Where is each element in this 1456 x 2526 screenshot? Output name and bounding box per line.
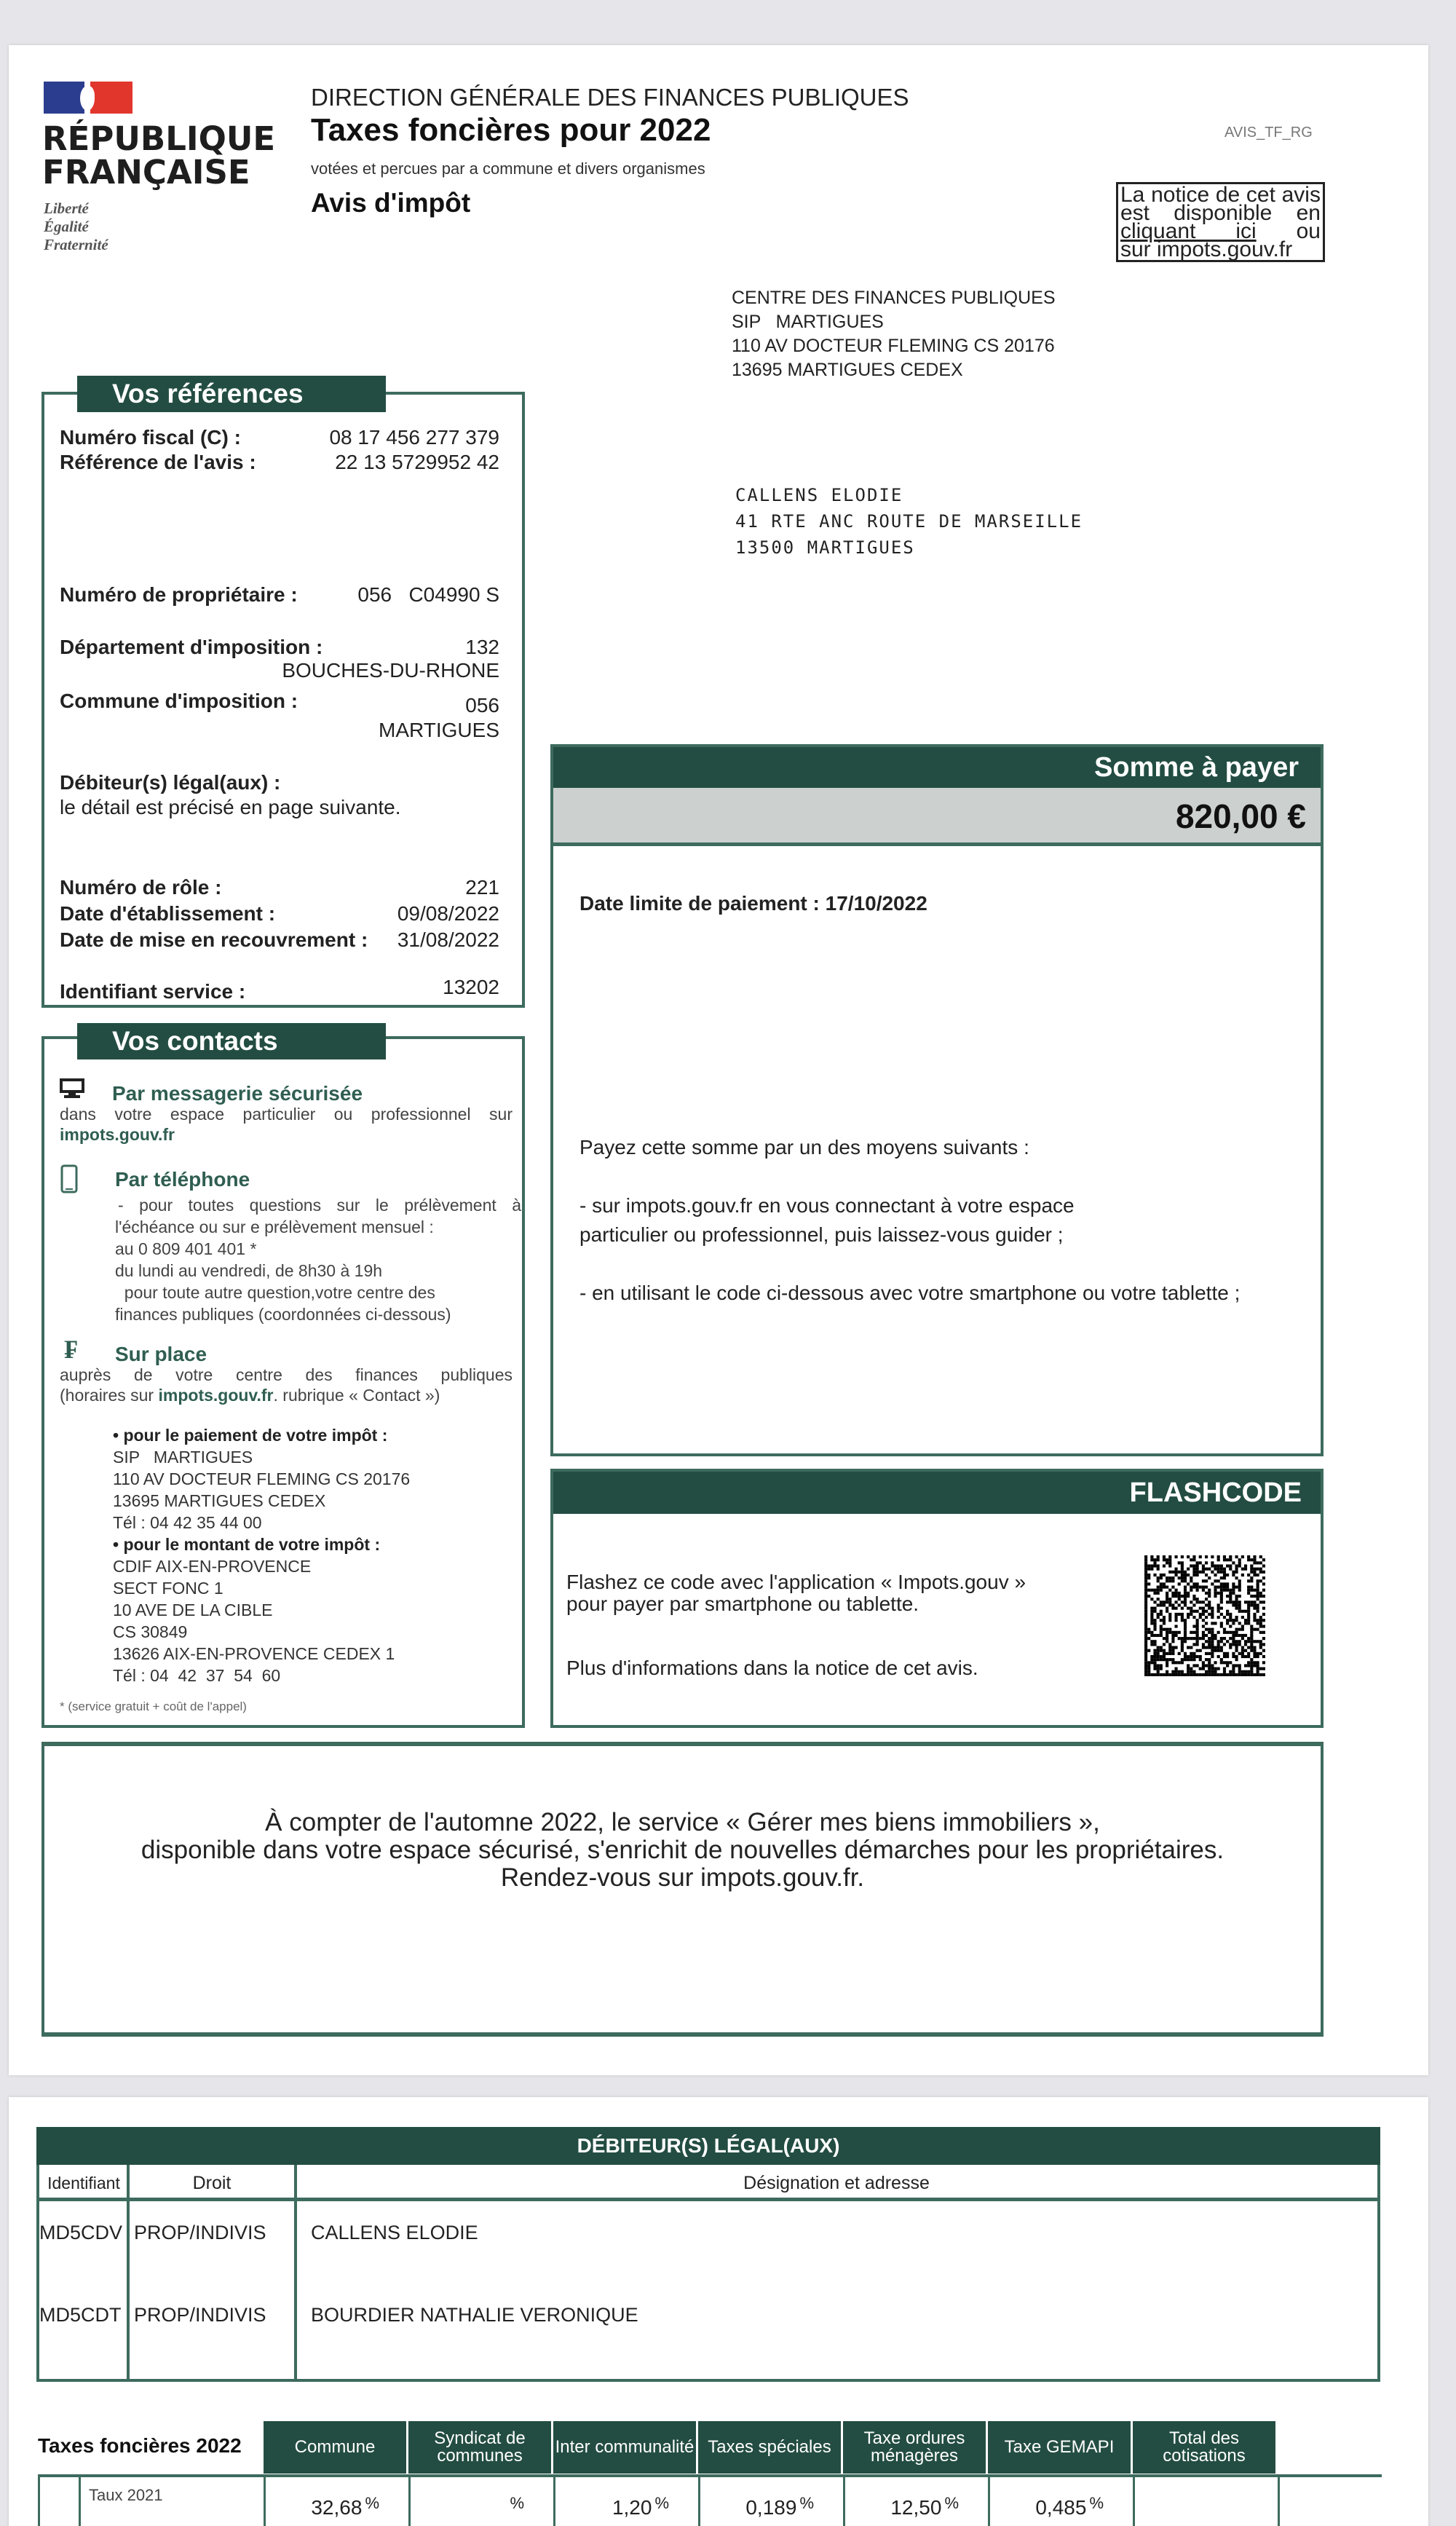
departement-label: Département d'imposition : [60, 636, 323, 658]
logo-line2: FRANÇAISE [42, 153, 250, 192]
datamatrix-code[interactable] [1144, 1555, 1265, 1676]
notice-line2: avis est disponible [1120, 183, 1321, 225]
commune-label: Commune d'imposition : [60, 690, 298, 712]
sur-place-line: auprès de votre centre des finances publiques [60, 1365, 513, 1384]
sender-address [732, 286, 1056, 382]
franc-icon: ₣ [64, 1334, 77, 1365]
debiteur-designation: CALLENS ELODIE [311, 2222, 478, 2243]
notice-line3-suffix: ou [1296, 219, 1321, 243]
republique-logo [42, 119, 276, 192]
motto-fraternite: Fraternité [44, 236, 108, 253]
footnote: * (service gratuit + coût de l'appel) [60, 1700, 247, 1713]
numero-fiscal-label: Numéro fiscal (C) : [60, 426, 241, 449]
motto-egalite: Égalité [44, 218, 89, 235]
sur-place-link[interactable]: impots.gouv.fr [158, 1386, 274, 1405]
payment-box [550, 744, 1324, 1456]
messagerie-link[interactable]: impots.gouv.fr [60, 1125, 175, 1144]
debiteur-droit: PROP/INDIVIS [134, 2222, 266, 2243]
montant-phone: Tél : 04 42 37 54 60 [113, 1666, 281, 1685]
recipient-line: 41 RTE ANC ROUTE DE MARSEILLE [735, 511, 1083, 532]
taxes-table-title: Taxes foncières 2022 [38, 2434, 242, 2457]
payment-option-online [579, 1191, 1075, 1250]
taxes-row-label: Taux 2021 [89, 2486, 163, 2504]
flashcode-more-info: Plus d'informations dans la notice de cet avis. [566, 1657, 978, 1679]
info-line: À compter de l'automne 2022, le service « Gérer mes biens immobiliers », [265, 1808, 1100, 1836]
debiteur-id: MD5CDV [39, 2222, 123, 2243]
departement-row [60, 635, 499, 684]
commune-name: MARTIGUES [379, 719, 499, 741]
taxes-rate-cell: 0,485 % [1035, 2494, 1104, 2519]
telephone-section [115, 1169, 521, 1325]
document-type: Avis d'impôt [311, 188, 471, 218]
telephone-title: Par téléphone [115, 1168, 250, 1191]
service-label: Identifiant service : [60, 980, 246, 1003]
telephone-line: pour toute autre question,votre centre des [115, 1283, 435, 1302]
telephone-line: finances publiques (coordonnées ci-dessous) [115, 1305, 451, 1324]
commune-code: 056 [465, 694, 499, 717]
notice-line4: sur impots.gouv.fr [1120, 237, 1293, 261]
recipient-address [735, 482, 1083, 561]
column-divider [127, 2165, 130, 2382]
reference-avis-value: 22 13 5729952 42 [335, 451, 499, 473]
reference-avis-label: Référence de l'avis : [60, 451, 256, 473]
paiement-line: SIP MARTIGUES [113, 1448, 253, 1467]
departement-code: 132 [465, 636, 499, 658]
debiteur-droit: PROP/INDIVIS [134, 2304, 266, 2326]
recipient-line: 13500 MARTIGUES [735, 537, 915, 558]
sender-line: 110 AV DOCTEUR FLEMING CS 20176 [732, 336, 1055, 356]
role-label: Numéro de rôle : [60, 876, 222, 899]
montant-line: 10 AVE DE LA CIBLE [113, 1601, 273, 1619]
numero-fiscal-row [60, 425, 499, 450]
flashcode-instructions [566, 1571, 1026, 1615]
row-divider [38, 2474, 1382, 2477]
paiement-line: 110 AV DOCTEUR FLEMING CS 20176 [113, 1469, 411, 1488]
taxes-column-header: Taxe ordures ménagères [843, 2421, 988, 2474]
direction-label: DIRECTION GÉNÉRALE DES FINANCES PUBLIQUES [311, 84, 909, 111]
flashcode-box [550, 1469, 1324, 1728]
montant-line: SECT FONC 1 [113, 1579, 223, 1598]
row-border [38, 2477, 40, 2526]
recipient-line: CALLENS ELODIE [735, 485, 903, 505]
taxes-column-header: Commune [264, 2421, 408, 2474]
sur-place-suffix: . rubrique « Contact ») [273, 1386, 440, 1405]
sender-line: SIP MARTIGUES [732, 312, 884, 332]
contacts-title: Vos contacts [77, 1023, 386, 1059]
payment-amount: 820,00 € [553, 788, 1321, 846]
proprietaire-label: Numéro de propriétaire : [60, 583, 298, 606]
debiteurs-label: Débiteur(s) légal(aux) : [60, 771, 281, 794]
montant-line: 13626 AIX-EN-PROVENCE CEDEX 1 [113, 1644, 395, 1663]
notice-line3-prefix: en [1296, 201, 1321, 225]
notice-line1: La notice de cet [1120, 183, 1275, 207]
cell-border [1133, 2477, 1135, 2526]
payment-deadline: Date limite de paiement : 17/10/2022 [579, 892, 927, 915]
motto-liberte: Liberté [44, 200, 89, 217]
etablissement-row [60, 901, 499, 926]
taxes-rate-cell: 32,68 % [311, 2494, 379, 2519]
montant-line: CDIF AIX-EN-PROVENCE [113, 1557, 312, 1576]
role-row [60, 875, 499, 900]
taxes-column-header: Taxe GEMAPI [988, 2421, 1133, 2474]
column-header-droit: Droit [128, 2165, 296, 2201]
numero-fiscal-value: 08 17 456 277 379 [329, 426, 499, 449]
logo-line1: RÉPUBLIQUE [42, 119, 276, 158]
telephone-line: l'échéance ou sur e prélèvement mensuel : [115, 1217, 434, 1236]
paiement-contact [113, 1424, 491, 1686]
service-value: 13202 [443, 976, 499, 998]
sur-place-title: Sur place [115, 1343, 207, 1365]
messagerie-title: Par messagerie sécurisée [112, 1082, 363, 1105]
marianne-flag-icon [44, 82, 132, 114]
etablissement-label: Date d'établissement : [60, 902, 276, 925]
row-border [79, 2477, 81, 2526]
debiteur-id: MD5CDT [39, 2304, 122, 2326]
motto [44, 200, 108, 254]
departement-name: BOUCHES-DU-RHONE [282, 659, 499, 682]
debiteurs-row [60, 770, 499, 820]
references-title: Vos références [77, 376, 386, 412]
debiteurs-table-title: DÉBITEUR(S) LÉGAL(AUX) [36, 2127, 1380, 2165]
proprietaire-row [60, 583, 499, 607]
payment-option-line: - sur impots.gouv.fr en vous connectant à votre espace [579, 1194, 1075, 1217]
commune-row [60, 689, 499, 741]
payment-option-code: - en utilisant le code ci-dessous avec votre smartphone ou votre tablette ; [579, 1282, 1241, 1304]
paiement-label: • pour le paiement de votre impôt : [113, 1426, 388, 1445]
recouvrement-row [60, 928, 499, 952]
cell-border [1278, 2477, 1280, 2526]
montant-label: • pour le montant de votre impôt : [113, 1535, 381, 1554]
recouvrement-label: Date de mise en recouvrement : [60, 928, 368, 951]
paiement-phone: Tél : 04 42 35 44 00 [113, 1513, 262, 1532]
notice-box [1116, 182, 1325, 262]
sur-place-section [60, 1344, 513, 1405]
info-banner [41, 1742, 1324, 2037]
payment-intro: Payez cette somme par un des moyens suivants : [579, 1136, 1029, 1159]
info-line: Rendez-vous sur impots.gouv.fr. [500, 1863, 865, 1892]
messagerie-section [60, 1084, 513, 1145]
sur-place-prefix: (horaires sur [60, 1386, 154, 1405]
flashcode-header: FLASHCODE [553, 1472, 1321, 1514]
taxes-column-header: Taxes spéciales [698, 2421, 843, 2474]
sender-line: 13695 MARTIGUES CEDEX [732, 360, 963, 380]
phone-icon [60, 1164, 79, 1194]
taxes-column-header: Inter communalité [553, 2421, 698, 2474]
column-header-designation: Désignation et adresse [296, 2165, 1377, 2201]
debiteurs-text: le détail est précisé en page suivante. [60, 796, 401, 818]
messagerie-text: dans votre espace particulier ou professionnel sur [60, 1105, 513, 1124]
montant-line: CS 30849 [113, 1622, 188, 1641]
reference-avis-row [60, 450, 499, 475]
service-row [60, 976, 499, 1004]
debiteurs-table [36, 2127, 1380, 2382]
payment-option-line: particulier ou professionnel, puis laissez-vous guider ; [579, 1223, 1064, 1246]
document-title: Taxes foncières pour 2022 [311, 112, 711, 148]
debiteur-designation: BOURDIER NATHALIE VERONIQUE [311, 2304, 638, 2326]
telephone-line: - pour toutes questions sur le prélèvement à [118, 1196, 521, 1215]
taxes-rate-cell: 1,20 % [612, 2494, 669, 2519]
flashcode-line: pour payer par smartphone ou tablette. [566, 1592, 919, 1615]
telephone-hours: du lundi au vendredi, de 8h30 à 19h [115, 1261, 383, 1280]
document-subtitle: votées et percues par a commune et divers organismes [311, 159, 705, 178]
flashcode-line: Flashez ce code avec l'application « Impots.gouv » [566, 1571, 1026, 1593]
payment-header: Somme à payer [553, 747, 1321, 788]
etablissement-value: 09/08/2022 [397, 902, 499, 925]
column-divider [294, 2165, 297, 2382]
paiement-line: 13695 MARTIGUES CEDEX [113, 1491, 326, 1510]
taxes-rate-cell: 12,50 % [890, 2494, 959, 2519]
notice-link[interactable]: cliquant ici [1120, 219, 1257, 243]
sender-line: CENTRE DES FINANCES PUBLIQUES [732, 288, 1056, 308]
taxes-rate-cell: % [510, 2494, 524, 2512]
proprietaire-value: 056 C04990 S [357, 583, 499, 606]
info-text [44, 1809, 1321, 1892]
info-line: disponible dans votre espace sécurisé, s'enrichit de nouvelles démarches pour les propriétaires. [141, 1836, 1224, 1864]
telephone-phone-number: au 0 809 401 401 * [115, 1239, 257, 1258]
recouvrement-value: 31/08/2022 [397, 928, 499, 951]
taxes-column-header: Syndicat de communes [408, 2421, 553, 2474]
form-code: AVIS_TF_RG [1224, 125, 1313, 141]
taxes-column-header: Total des cotisations [1133, 2421, 1278, 2474]
role-value: 221 [465, 876, 499, 899]
taxes-rate-cell: 0,189 % [745, 2494, 814, 2519]
column-header-identifiant: Identifiant [39, 2165, 128, 2201]
